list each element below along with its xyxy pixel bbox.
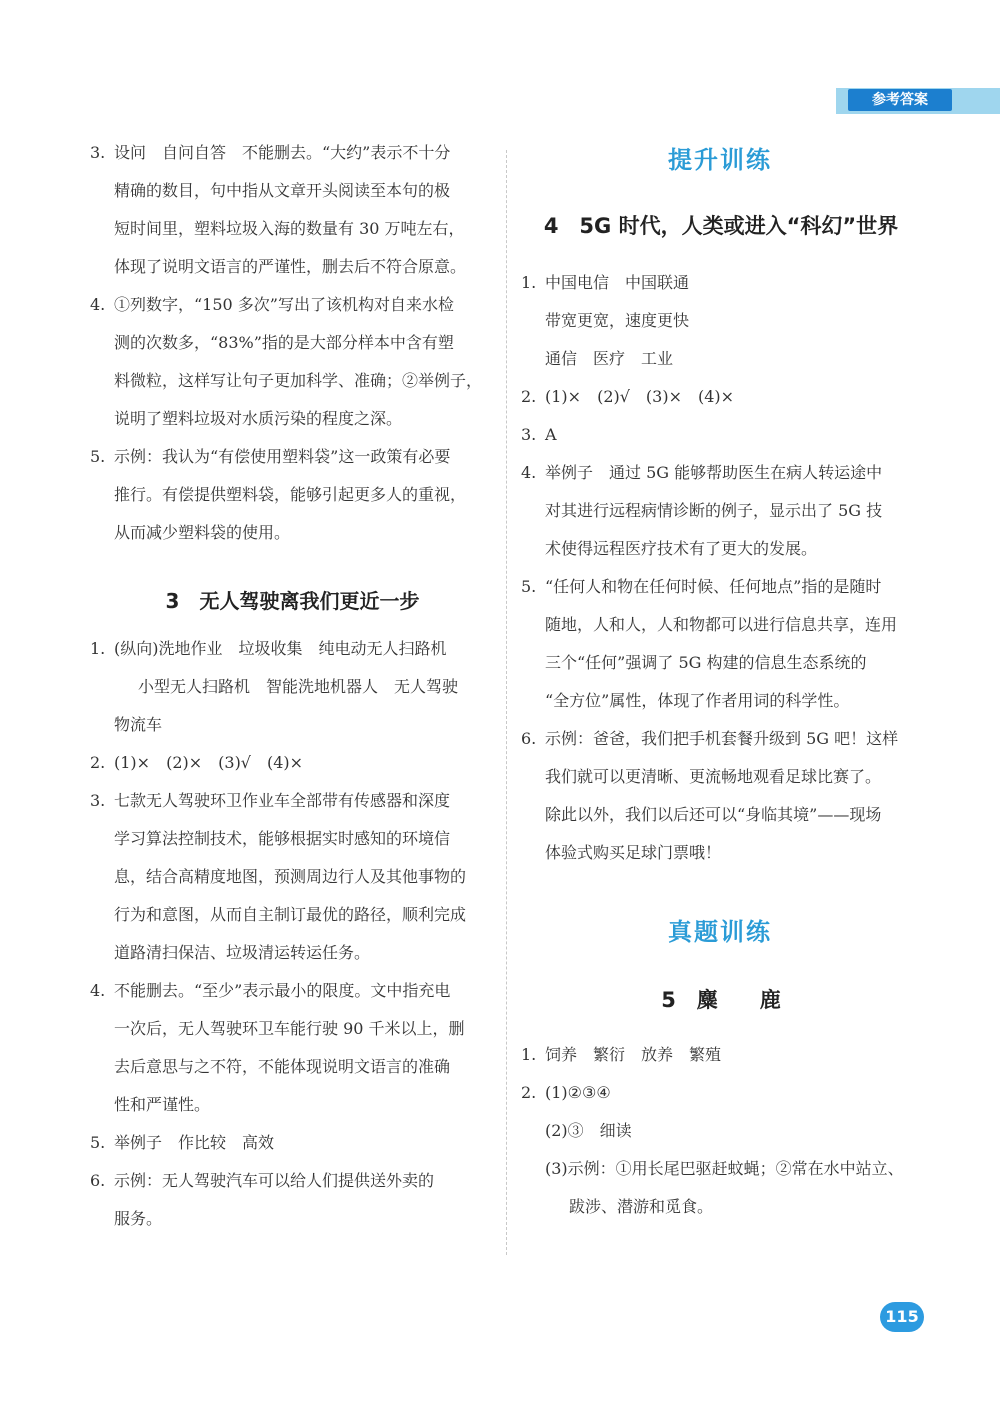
answer-line: 跋涉、潜游和觅食。 — [569, 1197, 714, 1216]
answer-item — [90, 1124, 495, 1162]
answer-item — [521, 264, 931, 378]
answer-line: 示例：无人驾驶汽车可以给人们提供送外卖的 — [114, 1171, 435, 1190]
answer-line: 道路清扫保洁、垃圾清运转运任务。 — [114, 943, 371, 962]
answer-item — [90, 744, 495, 782]
answer-line: (1)②③④ — [545, 1083, 611, 1102]
answer-line: 服务。 — [114, 1209, 163, 1228]
section-title-advanced-training: 提升训练 — [668, 146, 772, 174]
item-number: 3. — [90, 143, 106, 162]
answer-line: 从而减少塑料袋的使用。 — [114, 523, 291, 542]
item-number: 5. — [90, 447, 106, 466]
item-number: 1. — [90, 639, 106, 658]
answer-line: 行为和意图，从而自主制订最优的路径，顺利完成 — [114, 905, 467, 924]
answer-line: 去后意思与之不符，不能体现说明文语言的准确 — [114, 1057, 451, 1076]
answer-line: (1)× (2)× (3)√ (4)× — [114, 753, 304, 772]
answer-item — [521, 1074, 931, 1226]
answer-item — [521, 454, 931, 568]
answer-item — [90, 438, 495, 552]
answer-line: 说明了塑料垃圾对水质污染的程度之深。 — [114, 409, 403, 428]
answer-line: 物流车 — [114, 715, 163, 734]
lesson-4-title: 4 5G 时代，人类或进入“科幻”世界 — [543, 214, 899, 238]
answer-line: 通信 医疗 工业 — [545, 349, 674, 368]
answer-line: 举例子 通过 5G 能够帮助医生在病人转运途中 — [545, 463, 883, 482]
answer-line: 带宽更宽，速度更快 — [545, 311, 690, 330]
answer-line: 三个“任何”强调了 5G 构建的信息生态系统的 — [545, 653, 867, 672]
answer-item — [521, 568, 931, 720]
left-column — [90, 134, 495, 1238]
answer-line: 我们就可以更清晰、更流畅地观看足球比赛了。 — [545, 767, 882, 786]
answer-item — [90, 1162, 495, 1238]
page-number: 115 — [880, 1302, 924, 1332]
answer-item — [90, 782, 495, 972]
answer-line: 小型无人扫路机 智能洗地机器人 无人驾驶 — [138, 677, 459, 696]
answer-key-tag: 参考答案 — [848, 89, 952, 111]
answer-item — [521, 720, 931, 872]
answer-line: 七款无人驾驶环卫作业车全部带有传感器和深度 — [114, 791, 451, 810]
answer-line: 举例子 作比较 高效 — [114, 1133, 275, 1152]
answer-line: (纵向)洗地作业 垃圾收集 纯电动无人扫路机 — [114, 639, 447, 658]
answer-line: 体现了说明文语言的严谨性，删去后不符合原意。 — [114, 257, 467, 276]
answer-item — [521, 1036, 931, 1074]
answer-line: ①列数字，“150 多次”写出了该机构对自来水检 — [114, 295, 454, 314]
header-tag-band — [836, 88, 1000, 114]
section-title-exam-training: 真题训练 — [668, 918, 772, 946]
answer-line: 一次后，无人驾驶环卫车能行驶 90 千米以上，删 — [114, 1019, 465, 1038]
answer-line: 学习算法控制技术，能够根据实时感知的环境信 — [114, 829, 451, 848]
lesson-5-title: 5 麋 鹿 — [661, 988, 781, 1012]
answer-line: A — [545, 425, 557, 444]
item-number: 5. — [90, 1133, 106, 1152]
answer-item — [521, 378, 931, 416]
answer-line: 短时间里，塑料垃圾入海的数量有 30 万吨左右， — [114, 219, 465, 238]
answer-line: 精确的数目，句中指从文章开头阅读至本句的极 — [114, 181, 451, 200]
answer-line: 随地，人和人，人和物都可以进行信息共享，连用 — [545, 615, 898, 634]
item-number: 2. — [90, 753, 106, 772]
answer-line: 测的次数多，“83%”指的是大部分样本中含有塑 — [114, 333, 454, 352]
lesson-3-title: 3 无人驾驶离我们更近一步 — [165, 589, 420, 613]
answer-line: (3)示例：①用长尾巴驱赶蚊蝇；②常在水中站立、 — [545, 1159, 904, 1178]
item-number: 5. — [521, 577, 537, 596]
item-number: 3. — [90, 791, 106, 810]
answer-line: “全方位”属性，体现了作者用词的科学性。 — [545, 691, 850, 710]
answer-line: 料微粒，这样写让句子更加科学、准确；②举例子， — [114, 371, 483, 390]
answer-line: 设问 自问自答 不能删去。“大约”表示不十分 — [114, 143, 451, 162]
answer-line: 不能删去。“至少”表示最小的限度。文中指充电 — [114, 981, 451, 1000]
item-number: 4. — [90, 295, 106, 314]
right-column-lower — [521, 1036, 931, 1226]
item-number: 1. — [521, 1045, 537, 1064]
item-number: 2. — [521, 1083, 537, 1102]
answer-line: (1)× (2)√ (3)× (4)× — [545, 387, 735, 406]
item-number: 1. — [521, 273, 537, 292]
item-number: 2. — [521, 387, 537, 406]
answer-line: 息，结合高精度地图，预测周边行人及其他事物的 — [114, 867, 467, 886]
answer-line: 饲养 繁衍 放养 繁殖 — [545, 1045, 722, 1064]
column-divider — [506, 150, 507, 1255]
item-number: 6. — [521, 729, 537, 748]
answer-line: 对其进行远程病情诊断的例子，显示出了 5G 技 — [545, 501, 883, 520]
answer-line: 除此以外，我们以后还可以“身临其境”——现场 — [545, 805, 882, 824]
item-number: 3. — [521, 425, 537, 444]
answer-line: (2)③ 细读 — [545, 1121, 632, 1140]
answer-line: 示例：我认为“有偿使用塑料袋”这一政策有必要 — [114, 447, 451, 466]
item-number: 4. — [90, 981, 106, 1000]
answer-line: 术使得远程医疗技术有了更大的发展。 — [545, 539, 818, 558]
right-column — [521, 264, 931, 872]
answer-item — [90, 134, 495, 286]
answer-line: 中国电信 中国联通 — [545, 273, 690, 292]
answer-line: 体验式购买足球门票哦！ — [545, 843, 722, 862]
answer-line: 示例：爸爸，我们把手机套餐升级到 5G 吧！这样 — [545, 729, 899, 748]
answer-item — [90, 286, 495, 438]
answer-line: 性和严谨性。 — [114, 1095, 211, 1114]
answer-line: “任何人和物在任何时候、任何地点”指的是随时 — [545, 577, 882, 596]
answer-item — [90, 630, 495, 744]
answer-item — [90, 972, 495, 1124]
item-number: 4. — [521, 463, 537, 482]
answer-line: 推行。有偿提供塑料袋，能够引起更多人的重视， — [114, 485, 467, 504]
item-number: 6. — [90, 1171, 106, 1190]
answer-item — [521, 416, 931, 454]
